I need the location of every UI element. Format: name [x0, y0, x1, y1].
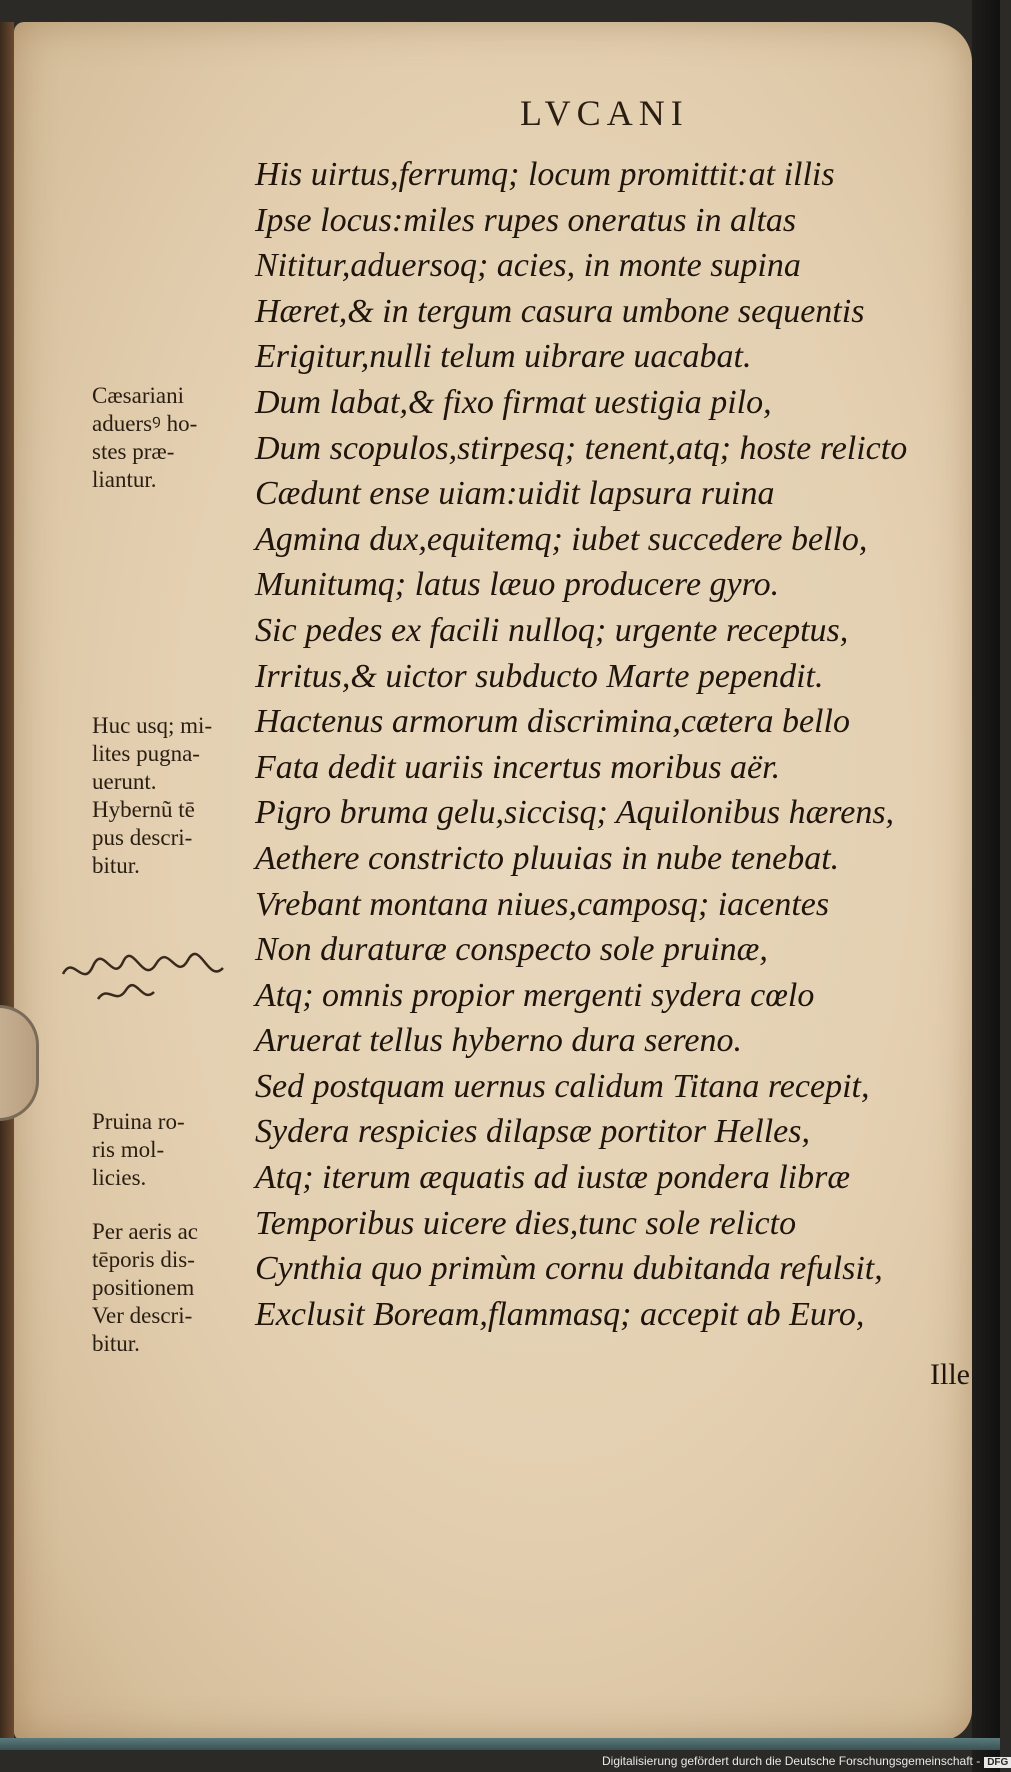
book-spine [0, 22, 14, 1740]
marginal-note-3: Pruina ro- ris mol- licies. [92, 1109, 185, 1190]
verse-line: Non duraturæ conspecto sole pruinæ, [255, 931, 768, 969]
marginal-note-1: Cæsariani aduersꝰ ho- stes præ- liantur. [92, 383, 198, 492]
verse-line: Exclusit Boream,flammasq; accepit ab Euro, [255, 1295, 865, 1333]
verse-line: Nititur,aduersoq; acies, in monte supina [255, 247, 801, 285]
catchword: Ille [930, 1358, 970, 1391]
verse-line: Atq; iterum æquatis ad iustæ pondera libræ [255, 1159, 851, 1197]
verse-line: Vrebant montana niues,camposq; iacentes [255, 885, 830, 923]
marginal-note-2: Huc usq; mi- lites pugna- uerunt. Hybernũ tē pus descri- bitur. [92, 713, 213, 878]
dfg-logo: DFG [984, 1757, 1011, 1768]
running-title: LVCANI [520, 93, 689, 133]
verse-line: Cynthia quo primùm cornu dubitanda refulsit, [255, 1250, 883, 1288]
verse-line: Aethere constricto pluuias in nube tenebat. [255, 839, 840, 877]
verse-line: Ipse locus:miles rupes oneratus in altas [255, 201, 797, 239]
verse-line: Dum scopulos,stirpesq; tenent,atq; hoste relicto [255, 429, 908, 467]
marginal-note-4: Per aeris ac tēporis dis- positionem Ver descri- bitur. [92, 1219, 198, 1356]
verse-line: Erigitur,nulli telum uibrare uacabat. [255, 338, 752, 376]
verse-line: Sed postquam uernus calidum Titana recepit, [255, 1067, 870, 1105]
verse-column [255, 152, 955, 1337]
verse-line: Sic pedes ex facili nulloq; urgente receptus, [255, 611, 849, 649]
footer-credit-text: Digitalisierung gefördert durch die Deutsche Forschungsgemeinschaft - [602, 1754, 981, 1768]
verse-line: Munitumq; latus læuo producere gyro. [255, 566, 780, 604]
verse-line: Dum labat,& fixo firmat uestigia pilo, [255, 383, 772, 421]
verse-line: Atq; omnis propior mergenti sydera cœlo [255, 976, 815, 1014]
verse-line: Pigro bruma gelu,siccisq; Aquilonibus hærens, [255, 794, 895, 832]
verse-line: Cædunt ense uiam:uidit lapsura ruina [255, 475, 775, 513]
verse-line: Sydera respicies dilapsæ portitor Helles, [255, 1113, 810, 1151]
verse-line: Hæret,& in tergum casura umbone sequentis [255, 292, 865, 330]
verse-line: Agmina dux,equitemq; iubet succedere bello, [255, 520, 868, 558]
page-edge-shadow [972, 0, 1000, 1772]
verse-line: Fata dedit uariis incertus moribus aër. [255, 748, 781, 786]
verse-line: Temporibus uicere dies,tunc sole relicto [255, 1204, 797, 1242]
page-bottom-edge [0, 1738, 1000, 1750]
verse-line: Hactenus armorum discrimina,cætera bello [255, 703, 850, 741]
verse-line: Irritus,& uictor subducto Marte pependit. [255, 657, 824, 695]
digitization-credit [602, 1754, 1011, 1768]
verse-line: Aruerat tellus hyberno dura sereno. [255, 1022, 742, 1060]
verse-line: His uirtus,ferrumq; locum promittit:at illis [255, 156, 835, 193]
handwritten-annotation [58, 944, 228, 1014]
